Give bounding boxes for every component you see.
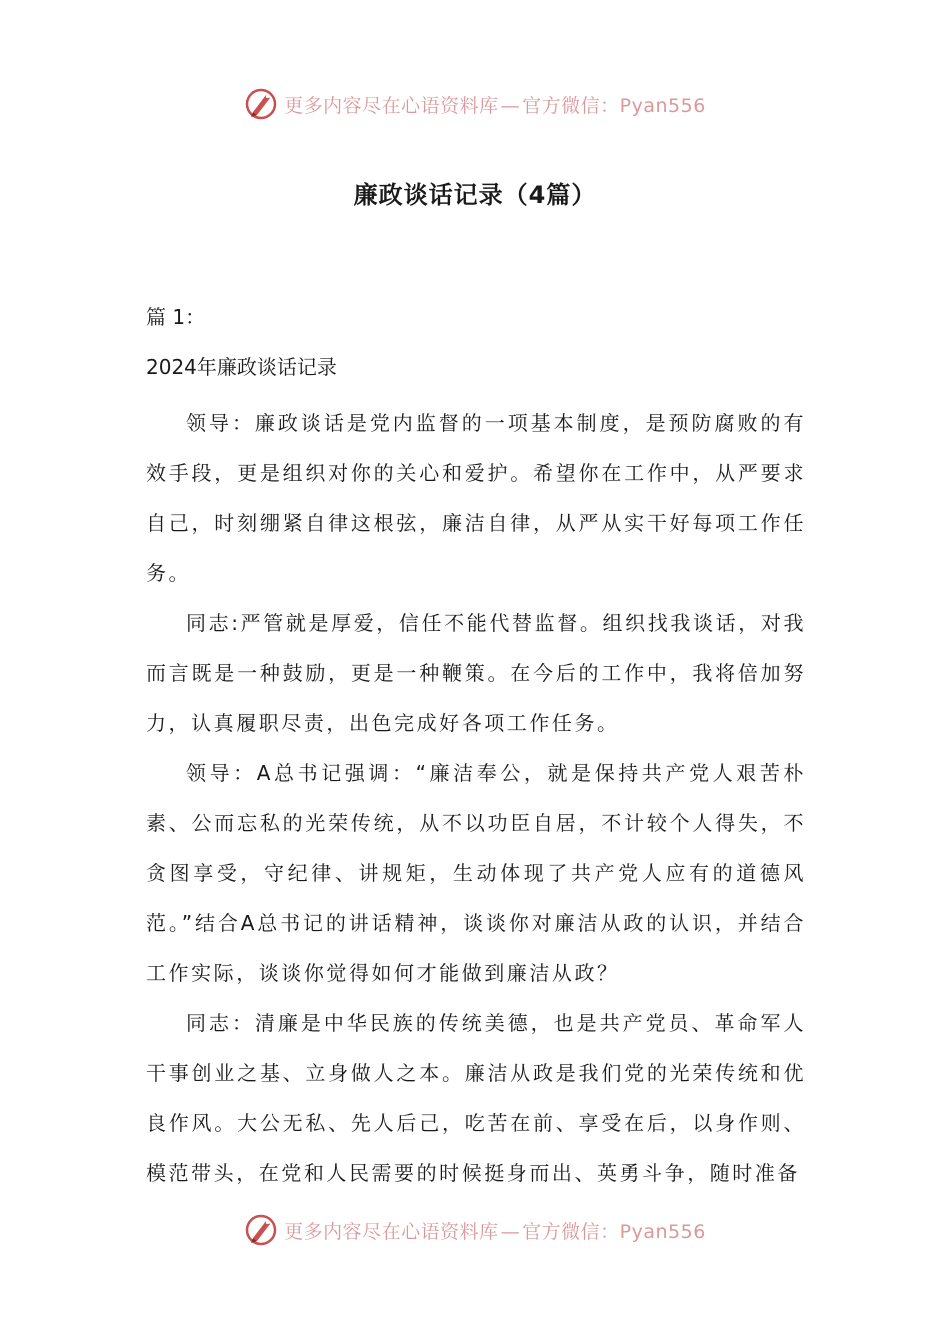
document-title: 廉政谈话记录（4篇） [353,181,597,209]
footer-watermark-banner [0,1210,950,1250]
paragraph: 领导：廉政谈话是党内监督的一项基本制度，是预防腐败的有效手段，更是组织对你的关心和爱护。希望你在工作中，从严要求自己，时刻绷紧自律这根弦，廉洁自律，从严从实干好每项工作任务。 [146,411,806,585]
pen-circle-icon [244,1213,278,1247]
header-watermark-banner [0,84,950,124]
section-label: 篇 1： [146,305,206,329]
section-subtitle: 2024年廉政谈话记录 [146,355,337,379]
paragraph: 同志：清廉是中华民族的传统美德，也是共产党员、革命军人干事创业之基、立身做人之本。廉洁从政是我们党的光荣传统和优良作风。大公无私、先人后己，吃苦在前、享受在后，以身作则、模范带头，在党和人民需要的时候挺身而出、英勇斗争，随时准备 [146,1011,806,1185]
document-body [146,298,806,1198]
paragraph: 同志:严管就是厚爱，信任不能代替监督。组织找我谈话，对我而言既是一种鼓励，更是一种鞭策。在今后的工作中，我将倍加努力，认真履职尽责，出色完成好各项工作任务。 [146,611,806,735]
paragraph: 领导：A总书记强调：“廉洁奉公，就是保持共产党人艰苦朴素、公而忘私的光荣传统，从不以功臣自居，不计较个人得失，不贪图享受，守纪律、讲规矩，生动体现了共产党人应有的道德风范。”结合A总书记的讲话精神，谈谈你对廉洁从政的认识，并结合工作实际，谈谈你觉得如何才能做到廉洁从政？ [146,761,806,985]
pen-circle-icon [244,87,278,121]
banner-text: 更多内容尽在心语资料库 — 官方微信：Pyan556 [284,94,706,117]
banner-text: 更多内容尽在心语资料库 — 官方微信：Pyan556 [284,1220,706,1243]
